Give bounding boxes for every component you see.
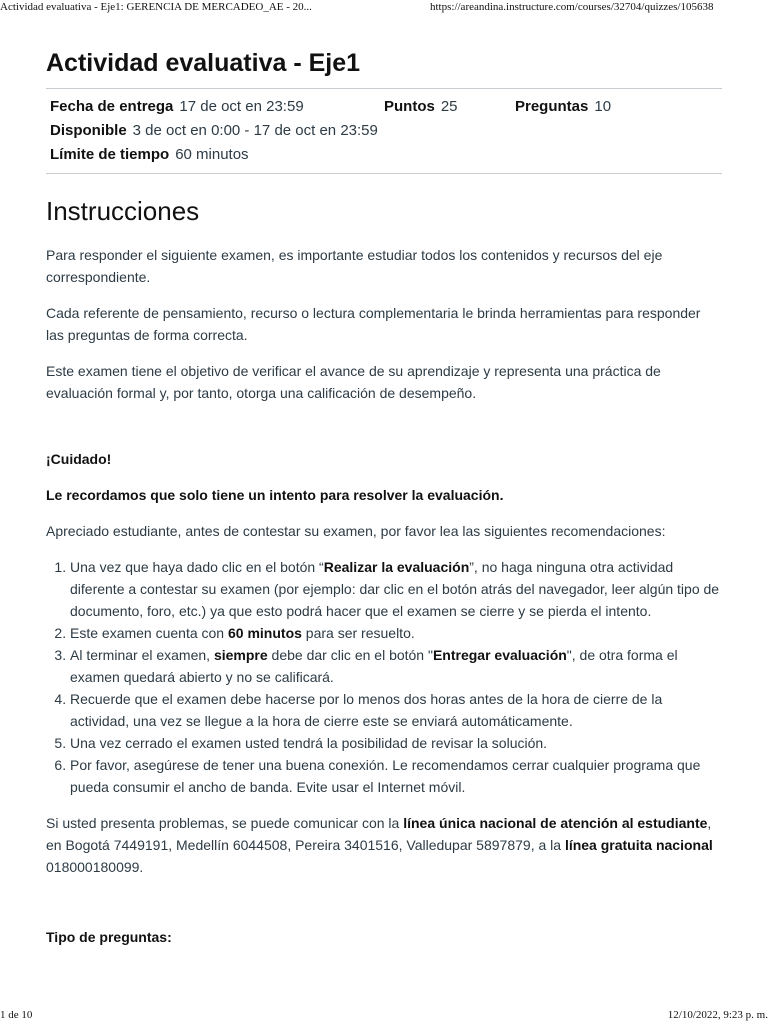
instructions-paragraph: Cada referente de pensamiento, recurso o lectura complementaria le brinda herramientas para responder las preguntas de forma correcta. [46, 305, 701, 343]
quiz-details [46, 89, 722, 173]
questions [515, 95, 611, 119]
points-value: 25 [440, 98, 458, 115]
divider [46, 173, 722, 174]
quiz-title: Actividad evaluativa - Eje1 [46, 49, 361, 77]
details-row [50, 119, 722, 143]
due-date-label: Fecha de entrega [50, 98, 174, 115]
item-text: Por favor, asegúrese de tener una buena conexión. Le recomendamos cerrar cualquier programa que pueda consumir el ancho de banda. Evite usar el Internet móvil. [70, 757, 701, 795]
details-row [50, 95, 722, 119]
item-emphasis: siempre [213, 647, 268, 663]
instructions-paragraph: Este examen tiene el objetivo de verificar el avance de su aprendizaje y representa una práctica de evaluación formal y, por tanto, otorga una calificación de desempeño. [46, 363, 661, 401]
list-item [70, 754, 722, 798]
page-counter: 1 de 10 [0, 1009, 33, 1021]
item-text: Este examen cuenta con [70, 625, 228, 641]
recommendations-list [46, 556, 722, 798]
print-header [0, 0, 768, 14]
available [50, 119, 378, 143]
item-text: Recuerde que el examen debe hacerse por lo menos dos horas antes de la hora de cierre de la actividad, una vez se llegue a la hora de cierre este se enviará automáticamente. [70, 691, 663, 729]
list-item [70, 644, 722, 688]
instructions-heading: Instrucciones [46, 196, 200, 226]
print-datetime: 12/10/2022, 9:23 p. m. [667, 1009, 768, 1021]
list-item [70, 556, 722, 622]
item-emphasis: Realizar la evaluación [323, 559, 470, 575]
points [384, 95, 458, 119]
print-header-title: Actividad evaluativa - Eje1: GERENCIA DE MERCADEO_AE - 20... [0, 1, 312, 13]
support-text: 018000180099. [46, 859, 144, 875]
item-emphasis: Entregar evaluación [432, 647, 567, 663]
points-label: Puntos [384, 98, 435, 115]
questions-label: Preguntas [515, 98, 589, 115]
item-text: ”, no haga ninguna otra actividad diferente a contestar su examen (por ejemplo: dar clic en el botón atrás del navegador, leer algún tipo de documento, foro, etc.) ya que esto podrá hacer que el examen se cierre y se pierda el intento. [70, 559, 720, 619]
due-date [50, 95, 304, 119]
print-footer [0, 1009, 768, 1023]
print-header-url: https://areandina.instructure.com/courses/32704/quizzes/105638 [430, 1, 714, 13]
item-text: ", de otra forma el examen quedará abierto y no se calificará. [70, 647, 678, 685]
support-text: Si usted presenta problemas, se puede comunicar con la [46, 815, 404, 831]
list-item [70, 622, 722, 644]
quiz-content [46, 44, 722, 948]
support-info [46, 812, 722, 878]
one-attempt-reminder: Le recordamos que solo tiene un intento para resolver la evaluación. [46, 487, 504, 503]
details-row [50, 143, 722, 167]
due-date-value: 17 de oct en 23:59 [179, 98, 304, 115]
available-value: 3 de oct en 0:00 - 17 de oct en 23:59 [132, 122, 378, 139]
questions-value: 10 [594, 98, 612, 115]
item-text: Al terminar el examen, [70, 647, 214, 663]
support-emphasis: línea gratuita nacional [564, 837, 713, 853]
available-label: Disponible [50, 122, 127, 139]
support-emphasis: línea única nacional de atención al estudiante [403, 815, 708, 831]
support-text: , en Bogotá 7449191, Medellín 6044508, Pereira 3401516, Valledupar 5897879, a la [46, 815, 712, 853]
time-limit-value: 60 minutos [175, 146, 249, 163]
item-text: para ser resuelto. [301, 625, 415, 641]
item-text: debe dar clic en el botón " [267, 647, 433, 663]
recommendations-intro: Apreciado estudiante, antes de contestar su examen, por favor lea las siguientes recomendaciones: [46, 523, 666, 539]
question-types-heading: Tipo de preguntas: [46, 929, 172, 945]
list-item [70, 688, 722, 732]
item-text: Una vez que haya dado clic en el botón “ [70, 559, 324, 575]
list-item [70, 732, 722, 754]
time-limit-label: Límite de tiempo [50, 146, 170, 163]
instructions-paragraph: Para responder el siguiente examen, es importante estudiar todos los contenidos y recursos del eje correspondiente. [46, 247, 663, 285]
caution-heading: ¡Cuidado! [46, 451, 112, 467]
item-text: Una vez cerrado el examen usted tendrá la posibilidad de revisar la solución. [70, 735, 548, 751]
time-limit [50, 143, 249, 167]
item-emphasis: 60 minutos [228, 625, 302, 641]
